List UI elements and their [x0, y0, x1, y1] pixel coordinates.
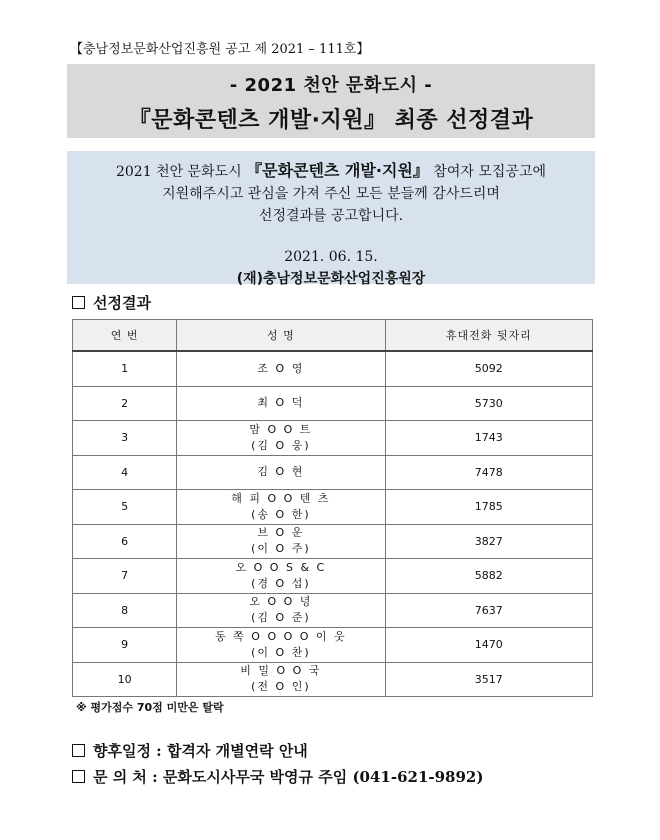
row-number: 3 [73, 421, 177, 456]
info-line-1 [67, 160, 595, 183]
row-number: 5 [73, 490, 177, 525]
checkbox-square-icon [72, 744, 85, 757]
row-name-cell [177, 455, 385, 490]
row-representative: (이 O 찬) [251, 645, 311, 659]
row-phone-suffix: 5730 [385, 386, 592, 421]
row-number: 10 [73, 662, 177, 697]
results-table [72, 319, 593, 697]
row-name: 김 O 현 [257, 465, 305, 479]
row-number: 9 [73, 628, 177, 663]
footnote: ※ 평가점수 70점 미만은 탈락 [76, 701, 224, 714]
schedule-line [72, 740, 308, 761]
row-name-cell [177, 559, 385, 594]
row-phone-suffix: 3827 [385, 524, 592, 559]
section-title-text: 선정결과 [93, 294, 151, 312]
row-name-cell [177, 628, 385, 663]
row-representative: (송 O 한) [251, 507, 311, 521]
announcement-date: 2021. 06. 15. [284, 249, 378, 265]
row-phone-suffix: 1470 [385, 628, 592, 663]
row-name: 조 O 영 [257, 361, 305, 375]
info-line-1-prefix: 2021 천안 문화도시 [115, 164, 242, 180]
row-name-cell [177, 351, 385, 386]
table-row [73, 559, 593, 594]
row-name: 오 O O 녕 [249, 595, 313, 609]
table-header-row [73, 320, 593, 352]
row-name: 최 O 덕 [257, 396, 305, 410]
row-phone-suffix: 1743 [385, 421, 592, 456]
notice-number: 【충남정보문화산업진흥원 공고 제 2021 – 111호】 [70, 42, 370, 57]
table-row [73, 662, 593, 697]
row-number: 1 [73, 351, 177, 386]
row-number: 2 [73, 386, 177, 421]
info-line-2: 지원해주시고 관심을 가져 주신 모든 분들께 감사드리며 [162, 186, 500, 202]
title-banner [67, 64, 595, 138]
checkbox-square-icon [72, 770, 85, 783]
row-name-cell [177, 524, 385, 559]
row-phone-suffix: 7478 [385, 455, 592, 490]
table-row [73, 593, 593, 628]
row-representative: (김 O 웅) [251, 438, 311, 452]
schedule-text: 향후일정 : 합격자 개별연락 안내 [93, 742, 308, 760]
info-line-1-emphasis: 『문화콘텐츠 개발·지원』 [246, 161, 429, 180]
row-phone-suffix: 5882 [385, 559, 592, 594]
row-number: 4 [73, 455, 177, 490]
row-name: 맘 O O 트 [249, 422, 313, 436]
row-phone-suffix: 5092 [385, 351, 592, 386]
row-phone-suffix: 1785 [385, 490, 592, 525]
row-name: 동 쪽 O O O O 이 웃 [215, 629, 347, 643]
table-row [73, 490, 593, 525]
row-name-cell [177, 386, 385, 421]
row-number: 7 [73, 559, 177, 594]
header-number: 연 번 [73, 320, 177, 352]
table-row [73, 386, 593, 421]
info-line-1-suffix: 참여자 모집공고에 [433, 164, 546, 180]
contact-text: 문 의 처 : 문화도시사무국 박영규 주임 (041-621-9892) [93, 768, 484, 786]
row-number: 8 [73, 593, 177, 628]
row-number: 6 [73, 524, 177, 559]
row-name: 오 O O S & C [235, 560, 327, 574]
row-phone-suffix: 3517 [385, 662, 592, 697]
section-title [72, 292, 151, 313]
row-name-cell [177, 421, 385, 456]
row-representative: (이 O 주) [251, 542, 311, 556]
row-name-cell [177, 662, 385, 697]
info-box [67, 151, 595, 287]
contact-line [72, 766, 483, 787]
table-row [73, 524, 593, 559]
row-name-cell [177, 490, 385, 525]
title-line-1: - 2021 천안 문화도시 - [229, 75, 433, 96]
row-representative: (경 O 섭) [251, 576, 311, 590]
info-line-3: 선정결과를 공고합니다. [258, 208, 404, 224]
row-phone-suffix: 7637 [385, 593, 592, 628]
row-name: 브 O 운 [257, 526, 305, 540]
table-row [73, 455, 593, 490]
organization-name: (재)충남정보문화산업진흥원장 [236, 271, 426, 287]
table-row [73, 351, 593, 386]
table-row [73, 628, 593, 663]
row-representative: (전 O 인) [251, 680, 311, 694]
row-name: 해 피 O O 텐 츠 [231, 491, 331, 505]
table-row [73, 421, 593, 456]
row-representative: (김 O 준) [251, 611, 311, 625]
title-line-2: 『문화콘텐츠 개발·지원』 최종 선정결과 [128, 108, 534, 133]
row-name-cell [177, 593, 385, 628]
checkbox-square-icon [72, 296, 85, 309]
header-name: 성 명 [177, 320, 385, 352]
row-name: 비 밀 O O 국 [240, 664, 322, 678]
header-phone: 휴대전화 뒷자리 [385, 320, 592, 352]
